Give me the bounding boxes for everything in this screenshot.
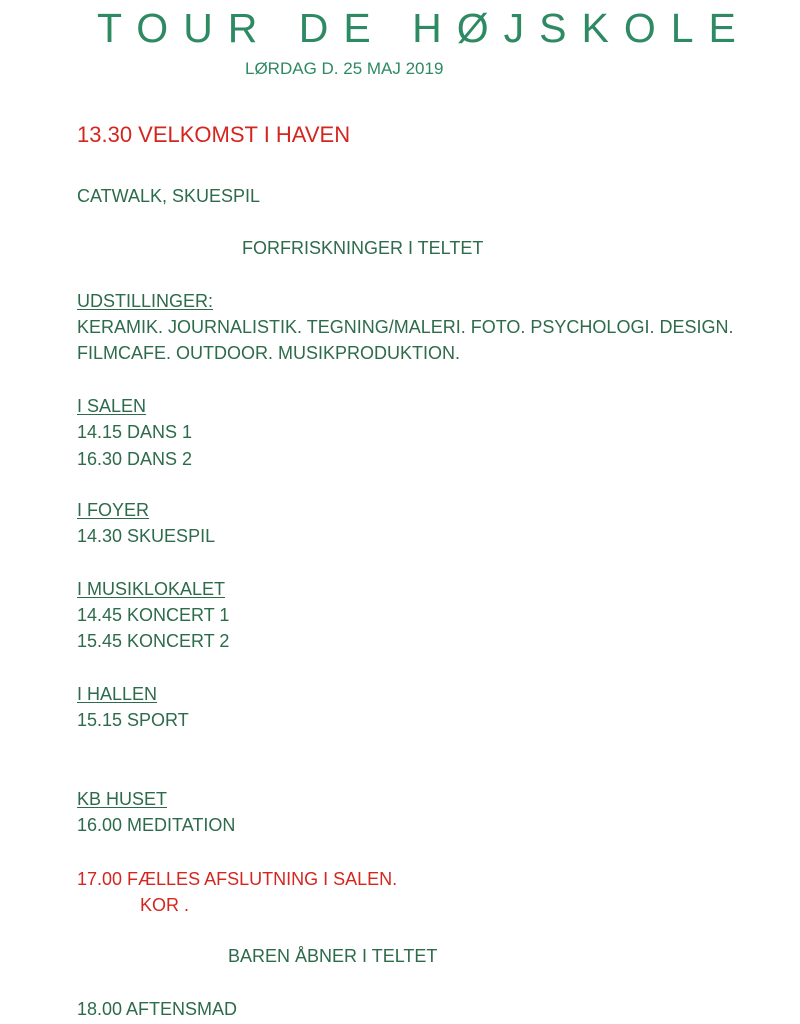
- closing-line-1: 17.00 FÆLLES AFSLUTNING I SALEN.: [77, 869, 398, 889]
- event-date: LØRDAG D. 25 MAJ 2019: [245, 59, 444, 78]
- closing-line-2: KOR .: [140, 895, 190, 915]
- catwalk-line: CATWALK, SKUESPIL: [77, 186, 261, 206]
- hallen-heading: I HALLEN: [77, 684, 158, 704]
- dinner-line: 18.00 AFTENSMAD: [77, 999, 238, 1019]
- musiklokalet-item-1: 14.45 KONCERT 1: [77, 605, 230, 625]
- bar-line: BAREN ÅBNER I TELTET: [228, 946, 438, 966]
- salen-item-1: 14.15 DANS 1: [77, 422, 193, 442]
- musiklokalet-item-2: 15.45 KONCERT 2: [77, 631, 230, 651]
- page-title: TOUR DE HØJSKOLE: [97, 5, 751, 51]
- exhibitions-heading: UDSTILLINGER:: [77, 291, 214, 311]
- salen-heading: I SALEN: [77, 396, 147, 416]
- welcome-line: 13.30 VELKOMST I HAVEN: [77, 122, 351, 147]
- kbhuset-item-1: 16.00 MEDITATION: [77, 815, 236, 835]
- musiklokalet-heading: I MUSIKLOKALET: [77, 579, 226, 599]
- foyer-item-1: 14.30 SKUESPIL: [77, 526, 216, 546]
- salen-item-2: 16.30 DANS 2: [77, 449, 193, 469]
- hallen-item-1: 15.15 SPORT: [77, 710, 189, 730]
- exhibitions-line-1: KERAMIK. JOURNALISTIK. TEGNING/MALERI. FOTO. PSYCHOLOGI. DESIGN.: [77, 317, 734, 337]
- foyer-heading: I FOYER: [77, 500, 150, 520]
- exhibitions-line-2: FILMCAFE. OUTDOOR. MUSIKPRODUKTION.: [77, 343, 461, 363]
- kbhuset-heading: KB HUSET: [77, 789, 168, 809]
- refreshments-line: FORFRISKNINGER I TELTET: [242, 238, 484, 258]
